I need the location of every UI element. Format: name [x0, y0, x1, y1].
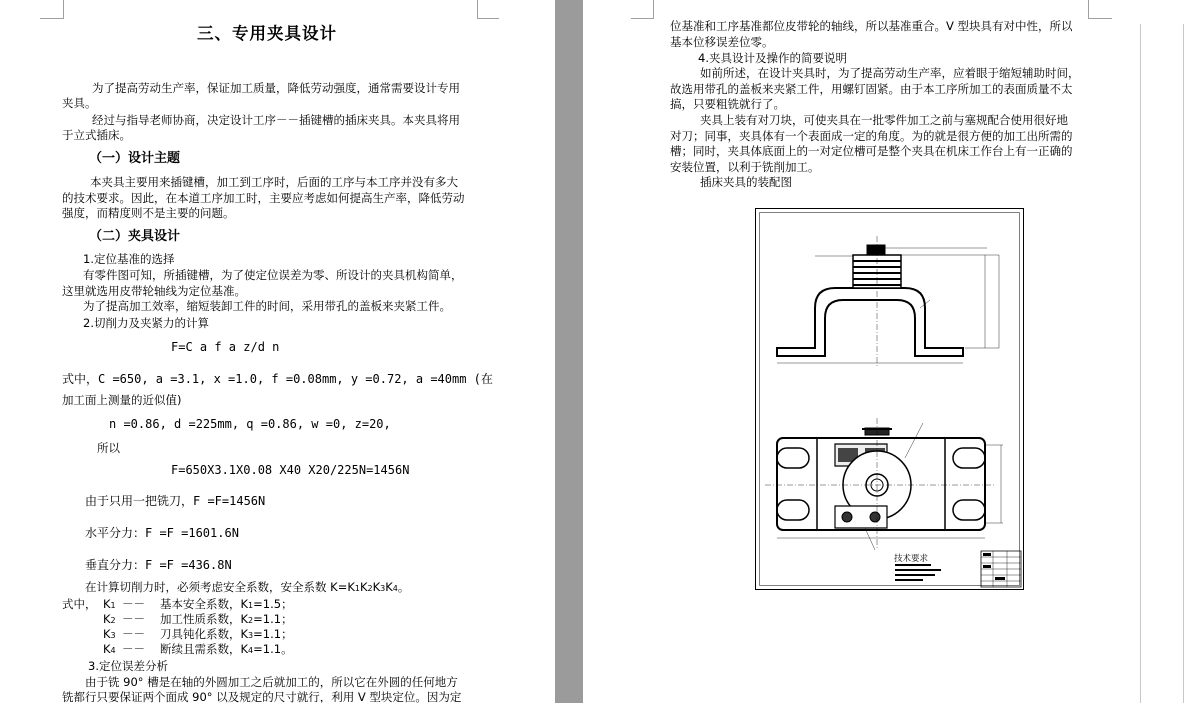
formula-params: 加工面上测量的近似值): [62, 393, 182, 407]
k-factor-desc: [160, 612, 293, 628]
body-line: 基本位移误差位零。: [670, 35, 774, 49]
crop-mark: [63, 0, 64, 18]
item-title: 3.定位误差分析: [88, 659, 168, 673]
k-subscript: 2: [248, 616, 254, 625]
safety-factor-line: [85, 580, 409, 596]
k-factor-desc: [160, 642, 293, 658]
k-factor-value: =1.1；: [253, 612, 293, 626]
k-subscript: 1: [248, 601, 254, 610]
k-factor-desc: [160, 597, 293, 613]
k-symbol: K: [103, 642, 111, 656]
body-line: 的技术要求。因此，在本道工序加工时，主要应考虑如何提高生产率，降低劳动: [62, 191, 465, 205]
safety-factor-k: K: [359, 580, 368, 594]
safety-factor-subscript: 3: [380, 584, 386, 593]
document-page-right: [583, 0, 1192, 703]
k-factor-value: =1.1；: [253, 627, 293, 641]
item-title: 1.定位基准的选择: [83, 252, 175, 266]
k-dash: －－: [122, 612, 145, 626]
safety-factor-k: K: [372, 580, 381, 594]
k-factor-text: 断续且需系数，K: [160, 642, 249, 656]
body-line: 对刀；同事，夹具体有一个表面成一定的角度。为的就是很方便的加工出所需的: [670, 129, 1073, 143]
formula-params: n =0.86, d =225mm, q =0.86, w =0, z=20,: [109, 417, 391, 431]
body-line: 槽；同时，夹具体底面上的一对定位槽可是整个夹具在机床工作台上有一正确的: [670, 144, 1073, 158]
k-subscript: 4: [248, 646, 254, 655]
ruler-line: [1140, 24, 1141, 703]
item-title: 4.夹具设计及操作的简要说明: [698, 51, 847, 65]
body-line: 强度，而精度则不是主要的问题。: [62, 206, 235, 220]
ruler-line: [1183, 24, 1184, 703]
body-line: 有零件图可知，所插键槽，为了使定位误差为零、所设计的夹具机构简单，: [83, 268, 463, 282]
k-factor-row: [103, 612, 116, 628]
safety-factor-subscript: 1: [354, 584, 360, 593]
item-title: 2.切削力及夹紧力的计算: [83, 316, 209, 330]
k-factor-row: [103, 627, 116, 643]
crop-mark: [631, 18, 654, 19]
body-line: 故选用带孔的盖板来夹紧工件，用螺钉固紧。由于本工序所加工的表面质量不太: [670, 82, 1073, 96]
k-factor-desc: [160, 627, 293, 643]
k-factor-value: =1.5；: [253, 597, 293, 611]
crop-mark: [40, 18, 64, 19]
force-line: 垂直分力：F =F =436.8N: [85, 558, 232, 572]
k-factor-text: 基本安全系数，K: [160, 597, 249, 611]
k-factor-text: 加工性质系数，K: [160, 612, 249, 626]
k-factor-row: [103, 642, 116, 658]
clamp-screw: [867, 245, 885, 255]
formula-cutting-force: F=C a f a z/d n: [171, 340, 280, 354]
body-line: 为了提高加工效率，缩短装卸工件的时间，采用带孔的盖板来夹紧工件。: [83, 299, 451, 313]
body-line: 如前所述，在设计夹具时，为了提高劳动生产率，应着眼于缩短辅助时间，: [700, 66, 1080, 80]
k-subscript: 3: [248, 631, 254, 640]
k-symbol: K: [103, 612, 111, 626]
intro-line: 为了提高劳动生产率，保证加工质量，降低劳动强度，通常需要设计专用: [92, 81, 460, 95]
k-dash: －－: [122, 627, 145, 641]
body-line: 由于铣 90° 槽是在轴的外圆加工之后就加工的，所以它在外圆的任何地方: [85, 675, 458, 689]
k-dash: －－: [122, 597, 145, 611]
body-line: 所以: [97, 441, 120, 455]
body-line: 铣都行只要保证两个面成 90° 以及规定的尺寸就行，利用 V 型块定位。因为定: [62, 690, 462, 703]
k-factor-row: [103, 597, 116, 613]
k-subscript: 4: [110, 646, 116, 655]
crop-mark: [1088, 0, 1089, 18]
k-factor-text: 刀具钝化系数，K: [160, 627, 249, 641]
safety-factor-subscript: 2: [367, 584, 373, 593]
k-subscript: 2: [110, 616, 116, 625]
formula-params: 式中，C =650, a =3.1, x =1.0, f =0.08mm, y =0.72, a =40mm (在: [62, 372, 493, 386]
where-label: 式中，: [62, 597, 97, 611]
k-dash: －－: [122, 642, 145, 656]
k-subscript: 3: [110, 631, 116, 640]
crop-mark: [1088, 18, 1112, 19]
page-gutter: [555, 0, 583, 703]
intro-line: 于立式插床。: [62, 128, 131, 142]
k-factor-value: =1.1。: [253, 642, 293, 656]
intro-line: 夹具。: [62, 96, 97, 110]
drawing-caption: 插床夹具的装配图: [700, 175, 792, 189]
body-line: 搞，只要粗铣就行了。: [670, 97, 785, 111]
crop-mark: [477, 18, 499, 19]
subsection-title: （二）夹具设计: [89, 229, 181, 244]
fixture-assembly-drawing: [755, 208, 1025, 591]
body-line: 本夹具主要用来插键槽，加工到工序时，后面的工序与本工序并没有多大: [90, 175, 458, 189]
body-line: 这里就选用皮带轮轴线为定位基准。: [62, 284, 246, 298]
tech-requirements-title: 技术要求: [894, 554, 929, 564]
safety-factor-end: 。: [397, 580, 410, 594]
subsection-title: （一）设计主题: [89, 151, 181, 166]
crop-mark: [653, 0, 654, 18]
formula-result: F=650X3.1X0.08 X40 X20/225N=1456N: [171, 463, 410, 477]
k-subscript: 1: [110, 601, 116, 610]
body-line: 夹具上装有对刀块，可使夹具在一批零件加工之前与塞规配合使用很好地: [700, 113, 1068, 127]
document-page-left: [0, 0, 555, 703]
safety-factor-k: K: [385, 580, 393, 594]
body-line: 位基准和工序基准都位皮带轮的轴线，所以基准重合。V 型块具有对中性，所以: [670, 19, 1073, 33]
k-symbol: K: [103, 597, 111, 611]
force-line: 水平分力：F =F =1601.6N: [85, 526, 239, 540]
safety-factor-text: 在计算切削力时，必须考虑安全系数，安全系数 K=K: [85, 580, 355, 594]
body-line: 安装位置，以利于铣削加工。: [670, 160, 820, 174]
intro-line: 经过与指导老师协商，决定设计工序－－插键槽的插床夹具。本夹具将用: [92, 113, 460, 127]
crop-mark: [477, 0, 478, 18]
k-symbol: K: [103, 627, 111, 641]
safety-factor-subscript: 4: [392, 584, 398, 593]
section-title: 三、专用夹具设计: [197, 24, 337, 43]
force-line: 由于只用一把铣刀，F =F=1456N: [85, 494, 266, 508]
